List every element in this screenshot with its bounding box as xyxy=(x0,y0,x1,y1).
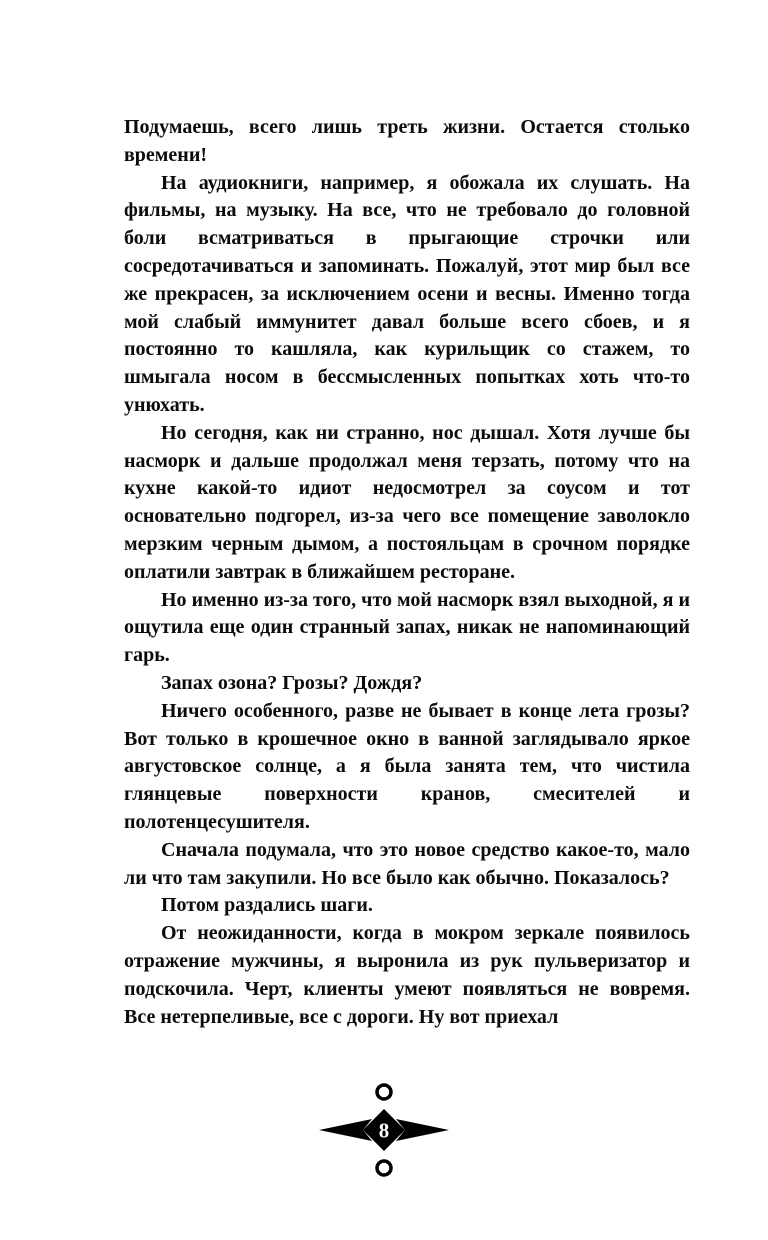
paragraph: Но именно из-за того, что мой насморк взял выходной, я и ощутила еще один странный запах, никак не напоминающий гарь. xyxy=(124,588,690,667)
paragraph: Запах озона? Грозы? Дождя? xyxy=(161,671,423,694)
paragraph: Подумаешь, всего лишь треть жизни. Остается столько времени! xyxy=(124,116,690,166)
page-text xyxy=(124,114,690,1031)
page-number: 8 xyxy=(378,1118,390,1143)
paragraph: Ничего особенного, разве не бывает в конце лета грозы? Вот только в крошечное окно в ванной заглядывало яркое августовское солнце, а я была занята тем, что чистила глянцевые поверхности кранов, смесителей и полотенцесушителя. xyxy=(124,699,690,833)
paragraph: Но сегодня, как ни странно, нос дышал. Хотя лучше бы насморк и дальше продолжал меня терзать, потому что на кухне какой-то идиот недосмотрел за соусом и тот основательно подгорел, из-за чего все помещение заволокло мерзким черным дымом, а постояльцам в срочном порядке оплатили завтрак в ближайшем ресторане. xyxy=(124,421,690,583)
page-number-ornament xyxy=(309,1082,459,1178)
paragraph: На аудиокниги, например, я обожала их слушать. На фильмы, на музыку. На все, что не требовало до головной боли всматриваться в прыгающие строчки или сосредотачиваться и запоминать. Пожалуй, этот мир был все же прекрасен, за исключением осени и весны. Именно тогда мой слабый иммунитет давал больше всего сбоев, и я постоянно то кашляла, как курильщик со стажем, то шмыгала носом в бессмысленных попытках хоть что-то унюхать. xyxy=(124,171,690,416)
paragraph: Потом раздались шаги. xyxy=(161,894,373,917)
ornament-top-circle xyxy=(377,1085,391,1099)
paragraph: От неожиданности, когда в мокром зеркале появилось отражение мужчины, я выронила из рук пульверизатор и подскочила. Черт, клиенты умеют появляться не вовремя. Все нетерпеливые, все с дороги. Ну вот приехал xyxy=(124,922,690,1028)
ornament-bottom-circle xyxy=(377,1161,391,1175)
paragraph: Сначала подумала, что это новое средство какое-то, мало ли что там закупили. Но все было как обычно. Показалось? xyxy=(124,838,690,889)
page-footer xyxy=(0,1082,768,1178)
